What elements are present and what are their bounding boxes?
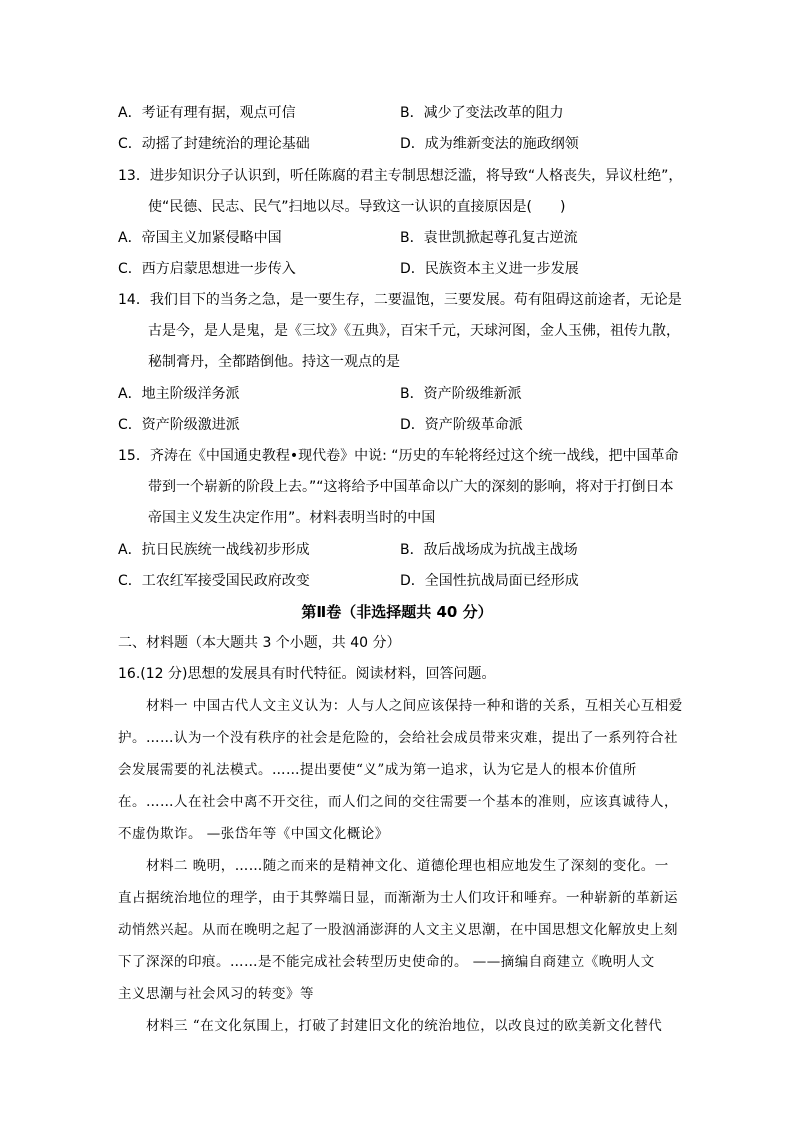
q15-option-b: B．敌后战场成为抗战主战场	[400, 542, 578, 558]
q15-stem-line-3: 帝国主义发生决定作用”。材料表明当时的中国	[148, 510, 436, 526]
q13-option-b: B．袁世凯掀起尊孔复古逆流	[400, 230, 578, 246]
q14-stem-line-2: 古是今，是人是鬼，是《三坟》《五典》，百宋千元，天球河图，金人玉佛，祖传九散，	[148, 323, 680, 339]
material-2-line-1: 材料二 晚明，……随之而来的是精神文化、道德伦理也相应地发生了深刻的变化。一	[146, 858, 669, 874]
q14-option-d: D．资产阶级革命派	[400, 417, 523, 433]
q14-stem-line-1: 14．我们目下的当务之急，是一要生存，二要温饱，三要发展。苟有阻碍这前途者，无论是	[118, 292, 682, 308]
material-3-line-1: 材料三 “在文化氛围上，打破了封建旧文化的统治地位，以改良过的欧美新文化替代	[146, 1018, 663, 1034]
q15-option-c: C．工农红军接受国民政府改变	[118, 573, 310, 589]
material-2-line-5: 主义思潮与社会风习的转变》等	[118, 986, 314, 1002]
section-2-subtitle: 二、材料题（本大题共 3 个小题，共 40 分）	[118, 635, 401, 651]
q15-stem-line-2: 带到一个崭新的阶段上去。”“这将给予中国革命以广大的深刻的影响，将对于打倒日本	[148, 479, 674, 495]
q15-stem-line-1: 15．齐涛在《中国通史教程•现代卷》中说: “历史的车轮将经过这个统一战线，把中国革命	[118, 448, 679, 464]
material-1-line-3: 会发展需要的礼法模式。……提出要使“义”成为第一追求，认为它是人的根本价值所	[118, 762, 637, 778]
material-1-line-1: 材料一 中国古代人文主义认为：人与人之间应该保持一种和谐的关系，互相关心互相爱	[146, 698, 683, 714]
q13-stem-line-2: 使“民德、民志、民气”扫地以尽。导致这一认识的直接原因是( )	[148, 199, 566, 215]
q14-option-b: B．资产阶级维新派	[400, 386, 522, 402]
q14-stem-line-3: 秘制膏丹，全都踏倒他。持这一观点的是	[148, 354, 400, 370]
q15-option-d: D．全国性抗战局面已经形成	[400, 573, 579, 589]
q13-option-a: A．帝国主义加紧侵略中国	[118, 230, 282, 246]
material-1-line-4: 在。……人在社会中离不开交往，而人们之间的交往需要一个基本的准则，应该真诚待人，	[118, 794, 678, 810]
q12-option-a: A．考证有理有据，观点可信	[118, 105, 296, 121]
q15-option-a: A．抗日民族统一战线初步形成	[118, 542, 310, 558]
q13-option-d: D．民族资本主义进一步发展	[400, 261, 579, 277]
section-2-title: 第Ⅱ卷（非选择题共 40 分）	[301, 603, 493, 621]
material-2-line-2: 直占据统治地位的理学，由于其弊端日显，而渐渐为士人们攻讦和唾弃。一种崭新的革新运	[118, 890, 678, 906]
q12-option-d: D．成为维新变法的施政纲领	[400, 136, 579, 152]
q13-stem-line-1: 13．进步知识分子认识到，听任陈腐的君主专制思想泛滥，将导致“人格丧失，异议杜绝”，	[118, 168, 683, 184]
material-1-line-5: 不虚伪欺诈。 —张岱年等《中国文化概论》	[118, 826, 389, 842]
q12-option-b: B．减少了变法改革的阻力	[400, 105, 564, 121]
q16-stem: 16.(12 分)思想的发展具有时代特征。阅读材料，回答问题。	[118, 666, 496, 682]
material-1-line-2: 护。……认为一个没有秩序的社会是危险的，会给社会成员带来灾难，提出了一系列符合社	[118, 730, 678, 746]
q13-option-c: C．西方启蒙思想进一步传入	[118, 261, 296, 277]
material-2-line-3: 动悄然兴起。从而在晚明之起了一股汹涌澎湃的人文主义思潮，在中国思想文化解放史上刻	[118, 922, 678, 938]
q14-option-a: A．地主阶级洋务派	[118, 386, 240, 402]
q12-option-c: C．动摇了封建统治的理论基础	[118, 136, 310, 152]
material-2-line-4: 下了深深的印痕。……是不能完成社会转型历史使命的。 ——摘编自商建立《晚明人文	[118, 954, 655, 970]
q14-option-c: C．资产阶级激进派	[118, 417, 240, 433]
